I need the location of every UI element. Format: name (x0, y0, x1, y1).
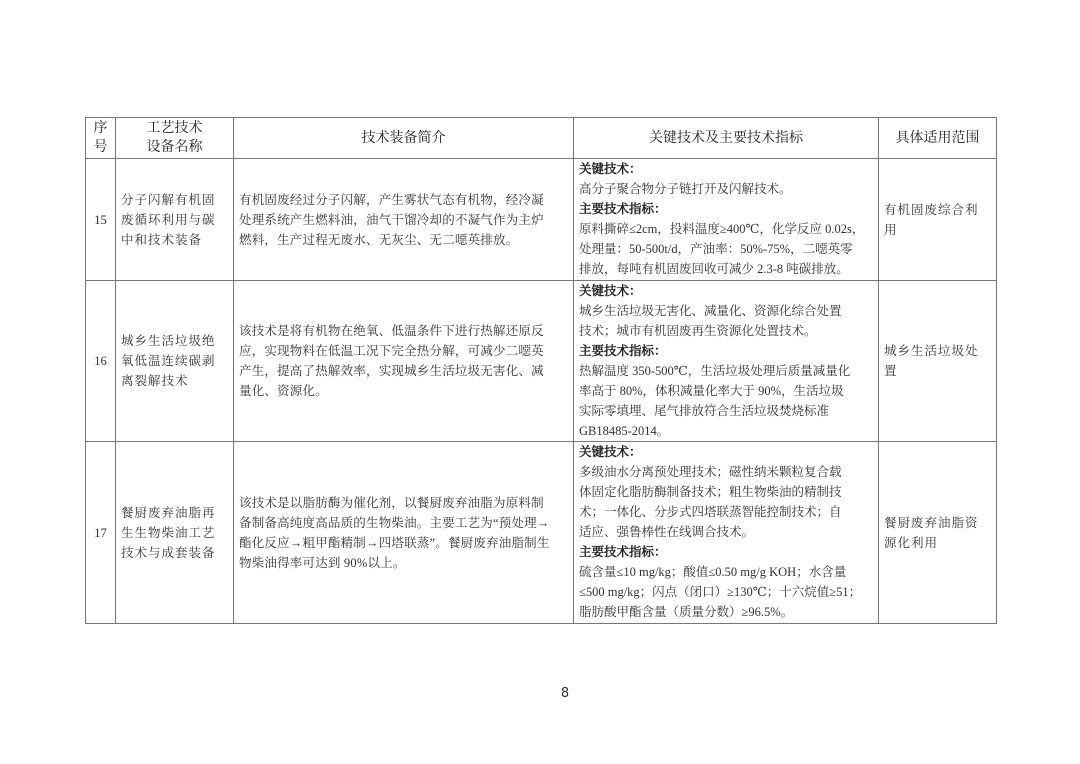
text-line: 术；一体化、分步式四塔联蒸智能控制技术；自 (579, 505, 842, 519)
text-line: 多级油水分离预处理技术；磁性纳米颗粒复合载 (579, 465, 842, 479)
text-line: 城乡生活垃圾绝 (121, 334, 216, 348)
key-technology-indicators (574, 159, 879, 281)
technology-description (234, 442, 574, 624)
text-line: ≤500 mg/kg；闪点（闭口）≥130℃；十六烷值≥51； (579, 585, 862, 599)
text-line: 体固定化脂肪酶制备技术；粗生物柴油的精制技 (579, 485, 842, 499)
header-key: 关键技术及主要技术指标 (574, 118, 879, 159)
header-name (116, 118, 234, 159)
header-num-line: 号 (93, 139, 108, 155)
application-scope (879, 159, 997, 281)
key-tech-label: 关键技术： (579, 444, 642, 459)
text-line: 率高于 80%，体积减量化率大于 90%，生活垃圾 (579, 384, 844, 398)
indicators-label: 主要技术指标： (579, 544, 667, 559)
text-line: 量化、资源化。 (239, 384, 328, 398)
table-body (86, 159, 997, 624)
text-line: 高分子聚合物分子链打开及闪解技术。 (579, 182, 792, 196)
text-line: 城乡生活垃圾无害化、减量化、资源化综合处置 (579, 304, 842, 318)
text-line: 分子闪解有机固 (121, 192, 216, 207)
text-line: 适应、强鲁棒性在线调合技术。 (579, 525, 755, 539)
technology-description (234, 281, 574, 442)
technology-name (116, 159, 234, 281)
header-name-line: 设备名称 (146, 139, 203, 155)
row-number: 15 (86, 159, 116, 281)
header-name-line: 工艺技术 (146, 120, 203, 136)
key-technology-indicators (574, 281, 879, 442)
text-line: 应，实现物料在低温工况下完全热分解，可减少二噁英 (239, 344, 544, 358)
text-line: 原料撕碎≤2cm，投料温度≥400℃，化学反应 0.02s， (579, 222, 865, 236)
technology-description (234, 159, 574, 281)
text-line: 置 (884, 364, 898, 378)
text-line: 备制备高纯度高品质的生物柴油。主要工艺为“预处理→ (239, 515, 550, 530)
table-row (86, 159, 997, 281)
text-line: 脂肪酸甲酯含量（质量分数）≥96.5%。 (579, 605, 794, 619)
text-line: 用 (884, 222, 898, 237)
text-line: 餐厨废弃油脂再 (121, 505, 216, 520)
text-line: 城乡生活垃圾处 (884, 344, 979, 358)
header-scope: 具体适用范围 (879, 118, 997, 159)
text-line: 该技术是以脂肪酶为催化剂，以餐厨废弃油脂为原料制 (239, 495, 544, 510)
text-line: 餐厨废弃油脂资 (884, 515, 979, 530)
text-line: 技术；城市有机固废再生资源化处置技术。 (579, 324, 817, 338)
text-line: 氧低温连续碳剥 (121, 354, 216, 368)
text-line: 热解温度 350-500℃，生活垃圾处理后质量减量化 (579, 364, 851, 378)
page-number: 8 (560, 686, 570, 701)
text-line: 处理量：50-500t/d，产油率：50%-75%，二噁英零 (579, 242, 853, 256)
text-line: 排放，每吨有机固废回收可减少 2.3-8 吨碳排放。 (579, 262, 849, 276)
row-number: 17 (86, 442, 116, 624)
text-line: GB18485-2014。 (579, 424, 670, 438)
text-line: 硫含量≤10 mg/kg；酸值≤0.50 mg/g KOH；水含量 (579, 565, 847, 579)
application-scope (879, 281, 997, 442)
table-row (86, 442, 997, 624)
indicators-label: 主要技术指标： (579, 343, 667, 358)
header-num-line: 序 (93, 120, 108, 136)
header-num (86, 118, 116, 159)
key-tech-label: 关键技术： (579, 161, 642, 176)
text-line: 源化利用 (884, 535, 939, 550)
key-technology-indicators (574, 442, 879, 624)
key-tech-label: 关键技术： (579, 283, 642, 298)
text-line: 有机固废经过分子闪解，产生雾状气态有机物，经冷凝 (239, 192, 544, 207)
text-line: 燃料，生产过程无废水、无灰尘、无二噁英排放。 (239, 232, 519, 247)
text-line: 技术与成套装备 (121, 545, 216, 560)
text-line: 有机固废综合利 (884, 202, 979, 217)
page-content (85, 117, 996, 701)
text-line: 实际零填埋、尾气排放符合生活垃圾焚烧标准 (579, 404, 830, 418)
text-line: 废循环利用与碳 (121, 212, 216, 227)
text-line: 该技术是将有机物在绝氧、低温条件下进行热解还原反 (239, 324, 544, 338)
row-number: 16 (86, 281, 116, 442)
indicators-label: 主要技术指标： (579, 201, 667, 216)
technology-name (116, 442, 234, 624)
text-line: 中和技术装备 (121, 232, 203, 247)
text-line: 处理系统产生燃料油，油气干馏冷却的不凝气作为主炉 (239, 212, 544, 227)
text-line: 生生物柴油工艺 (121, 525, 216, 540)
text-line: 产生，提高了热解效率，实现城乡生活垃圾无害化、减 (239, 364, 544, 378)
text-line: 离裂解技术 (121, 374, 189, 388)
table-header-row (86, 118, 997, 159)
application-scope (879, 442, 997, 624)
technology-table (85, 117, 997, 624)
technology-name (116, 281, 234, 442)
header-desc: 技术装备简介 (234, 118, 574, 159)
table-row (86, 281, 997, 442)
text-line: 酯化反应→粗甲酯精制→四塔联蒸”。餐厨废弃油脂制生 (239, 535, 550, 550)
text-line: 物柴油得率可达到 90%以上。 (239, 555, 406, 570)
